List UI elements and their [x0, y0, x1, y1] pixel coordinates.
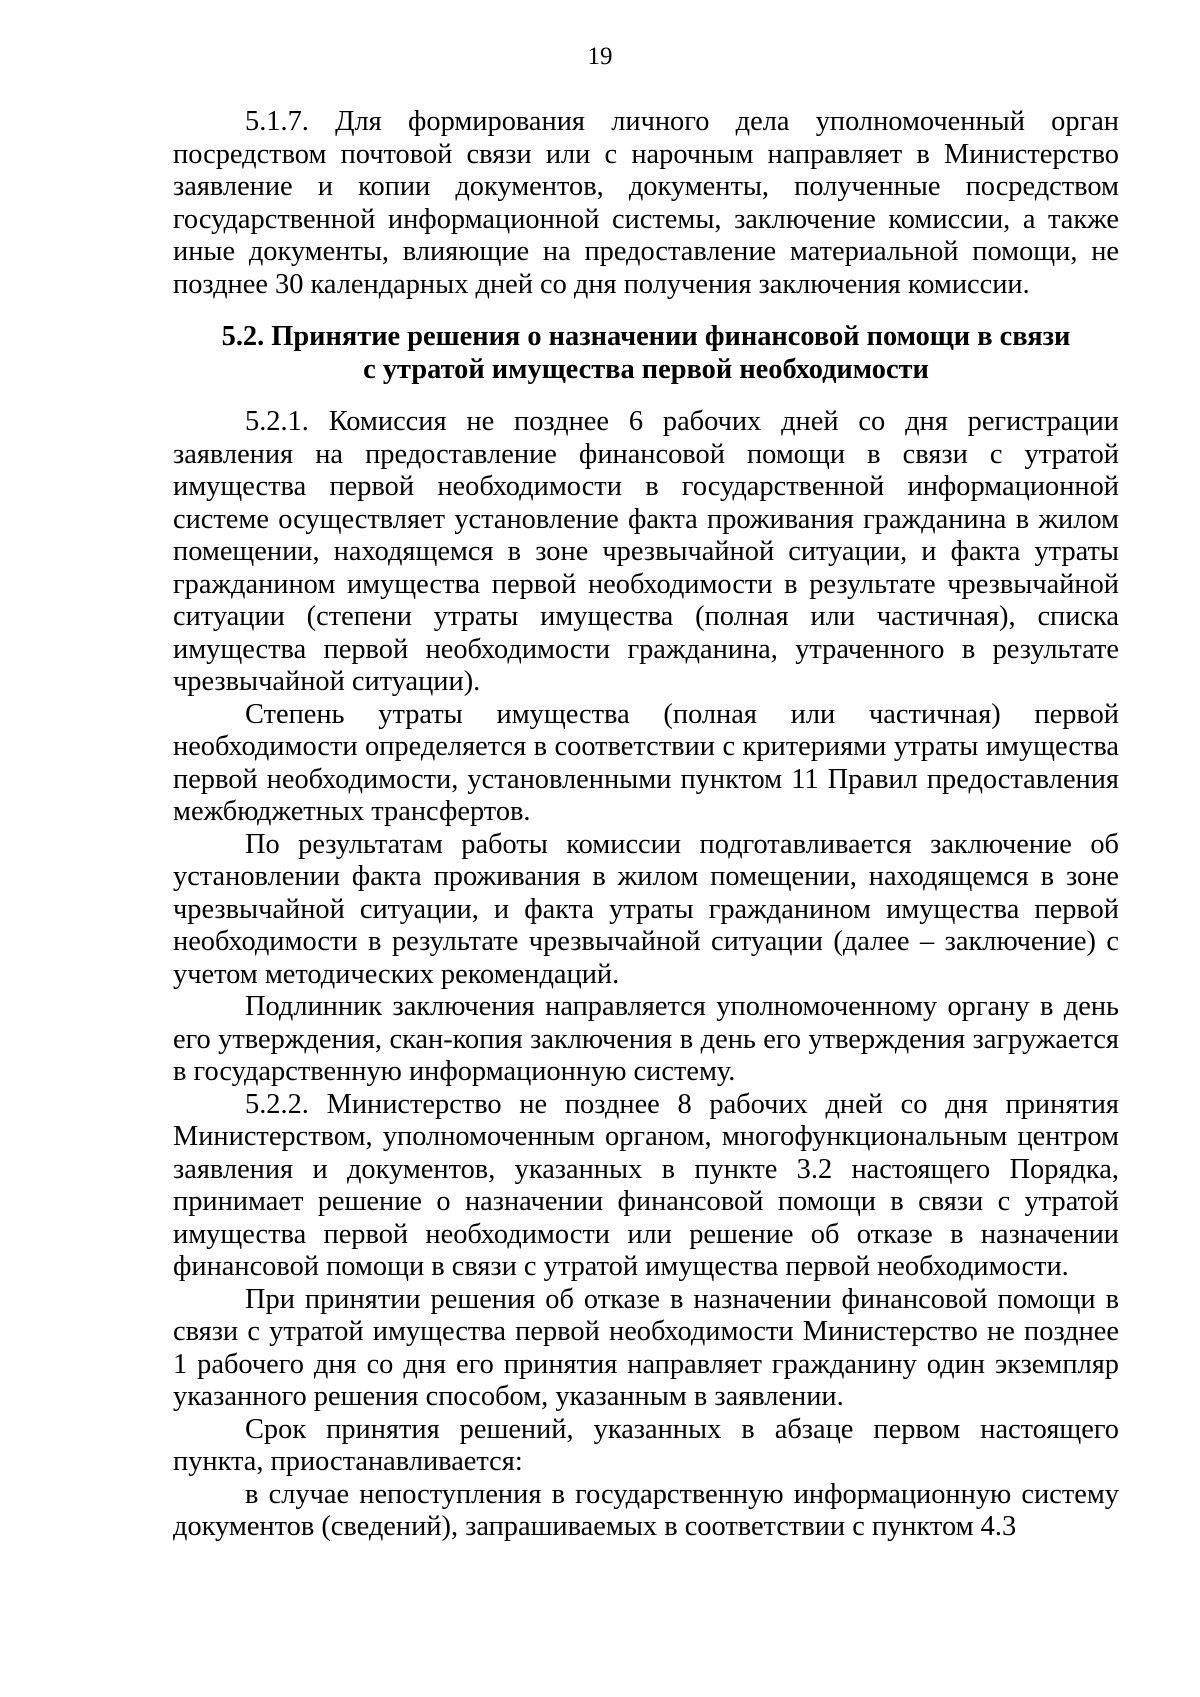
page-number: 19 — [587, 43, 613, 70]
section-heading-line-2: с утратой имущества первой необходимости — [363, 353, 929, 385]
paragraph-decision-term: Срок принятия решений, указанных в абзаце первом настоящего пункта, приостанавливается: — [173, 1413, 1119, 1477]
document-body — [173, 106, 1119, 1544]
paragraph-original-conclusion: Подлинник заключения направляется уполномоченному органу в день его утверждения, скан-копия заключения в день его утверждения загружается в государственную информационную систему. — [173, 991, 1119, 1087]
paragraph-5-2-1: 5.2.1. Комиссия не позднее 6 рабочих дней со дня регистрации заявления на предоставление финансовой помощи в связи с утратой имущества первой необходимости в государственной информационной системе осуществляет установление факта проживания гражданина в жилом помещении, находящемся в зоне чрезвычайной ситуации, и факта утраты гражданином имущества первой необходимости в результате чрезвычайной ситуации (степени утраты имущества (полная или частичная), списка имущества первой необходимости гражданина, утраченного в результате чрезвычайной ситуации). — [173, 406, 1119, 697]
paragraph-commission-results: По результатам работы комиссии подготавливается заключение об установлении факта проживания в жилом помещении, находящемся в зоне чрезвычайной ситуации, и факта утраты гражданином имущества первой необходимости в результате чрезвычайной ситуации (далее – заключение) с учетом методических рекомендаций. — [173, 828, 1119, 990]
paragraph-5-2-2: 5.2.2. Министерство не позднее 8 рабочих дней со дня принятия Министерством, уполномоченным органом, многофункциональным центром заявления и документов, указанных в пункте 3.2 настоящего Порядка, принимает решение о назначении финансовой помощи в связи с утратой имущества первой необходимости или решение об отказе в назначении финансовой помощи в связи с утратой имущества первой необходимости. — [173, 1088, 1119, 1282]
paragraph-loss-degree: Степень утраты имущества (полная или частичная) первой необходимости определяется в соответствии с критериями утраты имущества первой необходимости, установленными пунктом 11 Правил предоставления межбюджетных трансфертов. — [173, 698, 1119, 827]
section-heading-line-1: 5.2. Принятие решения о назначении финансовой помощи в связи — [221, 321, 1071, 352]
section-heading-5-2 — [173, 321, 1119, 386]
paragraph-non-receipt-case: в случае непоступления в государственную информационную систему документов (сведений), запрашиваемых в соответствии с пунктом 4.3 — [173, 1478, 1119, 1542]
paragraph-5-1-7: 5.1.7. Для формирования личного дела уполномоченный орган посредством почтовой связи или с нарочным направляет в Министерство заявление и копии документов, документы, полученные посредством государственной информационной системы, заключение комиссии, а также иные документы, влияющие на предоставление материальной помощи, не позднее 30 календарных дней со дня получения заключения комиссии. — [173, 106, 1119, 300]
paragraph-refusal-decision: При принятии решения об отказе в назначении финансовой помощи в связи с утратой имущества первой необходимости Министерство не позднее 1 рабочего дня со дня его принятия направляет гражданину один экземпляр указанного решения способом, указанным в заявлении. — [173, 1283, 1119, 1412]
